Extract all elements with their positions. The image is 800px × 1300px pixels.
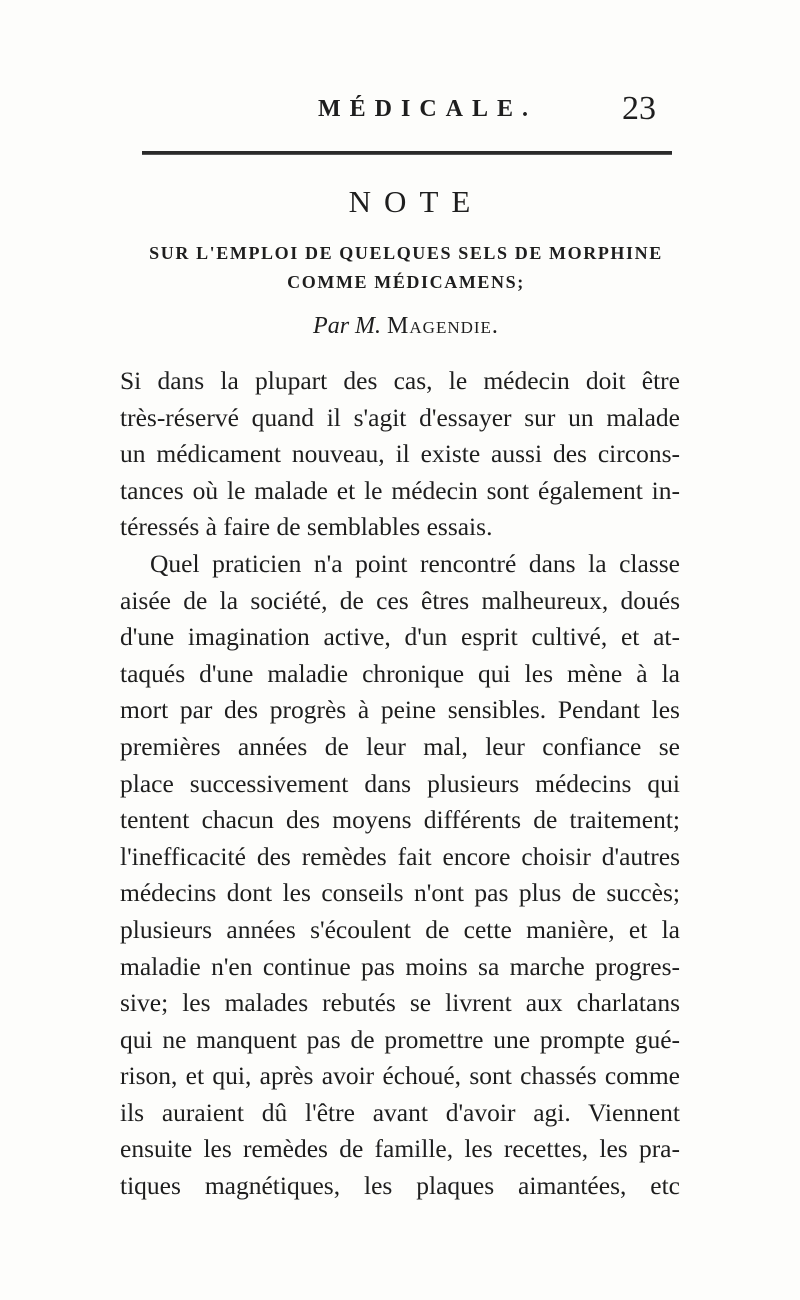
text-line: rison, et qui, après avoir échoué, sont chassés comme [120, 1061, 680, 1091]
text-line: Quel praticien n'a point rencontré dans la classe [150, 548, 680, 578]
text-line: aisée de la société, de ces êtres malheureux, doués [120, 585, 680, 615]
article-title: NOTE [348, 184, 484, 219]
text-line: d'une imagination active, d'un esprit cultivé, et at- [120, 622, 680, 652]
text-line: un médicament nouveau, il existe aussi des circons- [120, 439, 680, 469]
header-rule [142, 151, 672, 155]
text-line: l'inefficacité des remèdes fait encore choisir d'autres [120, 841, 680, 871]
text-line: téressés à faire de semblables essais. [120, 512, 493, 542]
author-name: Magendie. [387, 313, 499, 339]
text-line: médecins dont les conseils n'ont pas plus de succès; [120, 878, 680, 908]
running-title: MÉDICALE. [318, 96, 538, 122]
text-line: sive; les malades rebutés se livrent aux charlatans [120, 988, 680, 1018]
text-line: très-réservé quand il s'agit d'essayer sur un malade [120, 402, 680, 432]
paragraph-1 [120, 363, 680, 546]
page-number: 23 [622, 90, 656, 127]
article-subtitle-line: SUR L'EMPLOI DE QUELQUES SELS DE MORPHINE [149, 243, 663, 263]
byline-honorific: M. [355, 313, 382, 339]
byline-par: Par [313, 313, 350, 339]
text-line: ensuite les remèdes de famille, les recettes, les pra- [120, 1134, 680, 1164]
body-text [120, 363, 680, 1205]
text-line: plusieurs années s'écoulent de cette manière, et la [120, 914, 680, 944]
text-line: taqués d'une maladie chronique qui les mène à la [120, 658, 680, 688]
author-byline [0, 313, 800, 340]
text-line: tiques magnétiques, les plaques aimantées, etc [120, 1171, 680, 1201]
text-line: maladie n'en continue pas moins sa marche progres- [120, 951, 680, 981]
text-line: Si dans la plupart des cas, le médecin doit être [120, 366, 680, 395]
article-subtitle-line: COMME MÉDICAMENS; [287, 272, 525, 292]
text-line: place successivement dans plusieurs médecins qui [120, 768, 680, 798]
text-line: tentent chacun des moyens différents de traitement; [120, 805, 680, 835]
text-line: qui ne manquent pas de promettre une prompte gué- [120, 1024, 680, 1054]
text-line: premières années de leur mal, leur confiance se [120, 731, 680, 761]
paragraph-2 [120, 546, 680, 1205]
text-line: ils auraient dû l'être avant d'avoir agi. Viennent [120, 1097, 680, 1127]
text-line: mort par des progrès à peine sensibles. Pendant les [120, 695, 680, 725]
running-head [0, 90, 800, 136]
text-line: tances où le malade et le médecin sont également in- [120, 475, 680, 505]
